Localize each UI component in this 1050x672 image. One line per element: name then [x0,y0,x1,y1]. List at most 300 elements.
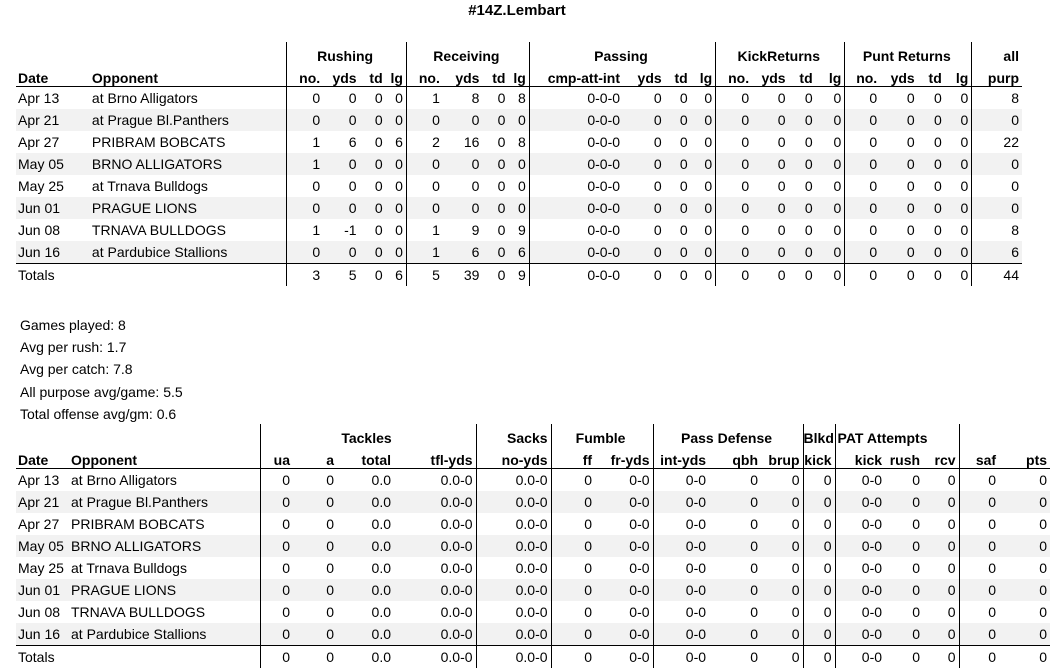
column-header: pts [999,446,1050,469]
stat-cell: 0 [287,197,323,219]
stat-cell: 0 [912,604,921,620]
stat-cell: 0 [360,153,386,175]
stat-cell: 0 [933,222,942,238]
stat-cell: 0 [845,197,880,219]
group-rushing: Rushing [287,42,407,64]
stat-cell: 0-0 [653,513,709,535]
stat-cell: 0 [293,579,337,601]
stat-cell: 0 [945,109,972,131]
stat-cell: 0 [959,513,999,535]
stat-cell: 0 [716,153,752,175]
stat-cell: 0 [406,109,442,131]
stat-cell: 22 [972,131,1022,153]
stat-cell: 0 [374,90,383,106]
stat-cell: 0.0-0 [394,623,476,646]
opponent-cell: at Prague Bl.Panthers [69,491,260,513]
stat-cell: 0-0 [653,557,709,579]
totals-cell: 0.0 [337,646,394,669]
stat-cell: 0 [791,516,800,532]
stat-cell: 0 [323,109,359,131]
stat-cell: 0-0-0 [529,131,623,153]
stat-cell: 0 [374,222,383,238]
totals-cell: 0 [945,264,972,287]
stat-cell: 0 [1039,472,1048,488]
stat-cell: 0.0-0 [394,579,476,601]
stat-cell: 0 [691,241,716,264]
stat-cell: 8 [518,134,526,150]
date-cell: Apr 27 [18,134,60,150]
stat-cell: 0 [918,197,945,219]
stat-cell: 0-0 [835,513,885,535]
date-cell: Jun 08 [18,604,61,620]
stat-cell: 0.0 [371,472,391,488]
group-pass-defense: Pass Defense [653,424,803,446]
stat-cell: 16 [463,134,480,150]
stat-cell: 0 [816,153,845,175]
stat-cell: 0 [923,535,959,557]
stat-cell: 0-0 [595,623,653,646]
stat-cell: 0-0 [629,472,650,488]
column-header: lg [508,64,529,87]
stat-cell: 1 [406,87,442,110]
stat-cell: 0 [752,109,788,131]
stat-cell: 0 [999,491,1050,513]
group-fumble: Fumble [551,424,653,446]
stat-cell: 0 [761,535,803,557]
date-cell: May 25 [18,178,64,194]
stat-cell: 0 [777,222,786,238]
stat-cell: 0 [933,90,942,106]
column-header: lg [691,64,716,87]
column-header: rush [885,446,923,469]
stat-cell: 0 [691,109,716,131]
stat-cell: 6 [395,134,403,150]
totals-cell: 0 [880,264,917,287]
stat-cell: 0 [777,134,786,150]
stat-cell: 0 [508,197,529,219]
group-passing: Passing [529,42,715,64]
stat-cell: 8 [972,219,1022,241]
stat-cell: 0 [791,604,800,620]
totals-cell: 0 [789,264,816,287]
stat-cell: 0 [551,513,595,535]
stat-cell: 0 [508,109,529,131]
totals-cell: 3 [287,264,323,287]
stat-cell: 0-0 [835,491,885,513]
stat-cell: 0 [551,469,595,492]
stat-cell: 0 [551,557,595,579]
season-summary [20,314,183,425]
stat-cell: 9 [518,222,526,238]
column-header: ff [551,446,595,469]
table-row [16,131,1022,153]
stat-cell: 0.0-0 [476,601,551,623]
stat-cell: 0 [912,516,921,532]
group-sacks: Sacks [476,424,551,446]
stat-cell: 0 [482,241,508,264]
column-header: no. [716,64,752,87]
opponent-cell: at Trnava Bulldogs [71,560,187,576]
stat-cell: 0 [287,109,323,131]
column-header: lg [816,64,845,87]
column-header: Opponent [69,446,260,469]
stat-cell: 0 [959,579,999,601]
column-header: int-yds [653,446,709,469]
stat-cell: 0 [918,109,945,131]
stat-cell: 0 [386,153,407,175]
group-kick-returns: KickReturns [716,42,845,64]
stat-cell: 0 [348,178,357,194]
group-receiving: Receiving [406,42,529,64]
totals-cell: 0 [709,646,761,669]
stat-cell: 0 [551,579,595,601]
totals-cell: 0 [752,264,788,287]
stat-cell: 0.0 [371,560,391,576]
table-row [16,601,1050,623]
stat-cell: 0.0-0 [476,469,551,492]
stat-cell: 0.0 [337,579,394,601]
stat-cell: 0-0 [629,516,650,532]
stat-cell: 0 [326,472,334,488]
stat-cell: 0 [323,241,359,264]
opponent-cell: at Prague Bl.Panthers [90,109,287,131]
stat-cell: 0 [923,623,959,646]
stat-cell: 0-0-0 [529,241,623,264]
stat-cell: 0 [960,134,969,150]
stat-cell: 0-0 [835,601,885,623]
stat-cell: 0 [716,197,752,219]
stat-cell: 0 [287,87,323,110]
stat-cell: 0-0 [653,601,709,623]
totals-cell: 0 [816,264,845,287]
stat-cell: 0 [959,557,999,579]
stat-cell: 6 [508,241,529,264]
stat-cell: 0 [791,472,800,488]
stat-cell: 0 [947,472,956,488]
date-cell: Jun 01 [16,579,69,601]
date-cell: Apr 13 [18,472,60,488]
column-header: saf [959,446,999,469]
totals-cell [69,646,260,669]
stat-cell: 0.0 [337,535,394,557]
column-header: kick [835,446,885,469]
group-all: all [972,42,1022,64]
date-cell: May 05 [16,153,90,175]
stat-cell: 0 [803,535,835,557]
table-row [16,109,1022,131]
stat-cell: 0 [482,153,508,175]
stat-cell: 0 [704,90,713,106]
stat-cell: 0 [260,513,293,535]
opponent-cell: at Pardubice Stallions [90,241,287,264]
stat-cell: 0 [518,178,526,194]
column-header: no. [845,64,880,87]
stat-cell: 0 [972,197,1022,219]
stat-cell: 0 [665,153,691,175]
stat-cell: 0 [906,90,915,106]
stat-cell: 0 [691,153,716,175]
stat-cell: 0.0-0 [476,535,551,557]
column-header: lg [945,64,972,87]
stat-cell: 1 [287,131,323,153]
stat-cell: 0 [845,87,880,110]
stat-cell: 0 [348,90,357,106]
stat-cell: 0 [716,109,752,131]
stat-cell: 0 [880,153,917,175]
stat-cell: 0 [260,535,293,557]
totals-cell [90,264,287,287]
stat-cell: 0 [816,197,845,219]
defense-column-header [16,446,1050,469]
totals-cell: 0 [999,646,1050,669]
stat-cell: 0 [750,560,759,576]
stat-cell: 0 [750,604,759,620]
stat-cell: 0 [804,222,813,238]
stat-cell: 0 [885,535,923,557]
stat-cell: 0 [959,601,999,623]
table-row [16,175,1022,197]
totals-label: Totals [16,646,69,669]
stat-cell: 0 [551,601,595,623]
stat-cell: 0 [551,491,595,513]
stat-cell: 0 [497,90,506,106]
opponent-cell: TRNAVA BULLDOGS [91,222,226,238]
stat-cell: 0 [374,134,383,150]
stat-cell: 0.0 [337,491,394,513]
stat-cell: 0 [803,491,835,513]
stat-cell: 0-0 [653,579,709,601]
stat-cell: 0 [918,153,945,175]
totals-cell: 0 [959,646,999,669]
all-purpose-avg: All purpose avg/game: 5.5 [20,383,183,400]
opponent-cell: PRIBRAM BOBCATS [71,516,205,532]
stat-cell: 0 [679,222,688,238]
stat-cell: 0 [880,109,917,131]
column-header: yds [752,64,788,87]
totals-cell: 9 [508,264,529,287]
stat-cell: 0 [906,178,915,194]
stat-cell: 0 [972,153,1022,175]
totals-cell: 39 [443,264,483,287]
stat-cell: 1 [287,153,323,175]
totals-cell: 0 [551,646,595,669]
date-cell: Jun 08 [18,222,61,238]
stat-cell: 0 [260,491,293,513]
stat-cell: 0-0 [653,535,709,557]
stat-cell: 0 [653,90,662,106]
stat-cell: 0 [845,219,880,241]
column-header: total [337,446,394,469]
stat-cell: 0 [679,178,688,194]
stat-cell: 0 [945,241,972,264]
stat-cell: 0 [933,134,942,150]
stat-cell: 0 [960,90,969,106]
stat-cell: 0 [789,241,816,264]
date-cell: Apr 21 [16,109,90,131]
offense-group-header [16,42,1022,64]
stat-cell: 0 [803,557,835,579]
stat-cell: 0-0-0 [529,219,623,241]
stat-cell: 9 [471,222,480,238]
defense-stats-table [16,424,1050,668]
stat-cell: 0.0-0 [476,557,551,579]
totals-cell: 0-0 [835,646,885,669]
table-row [16,557,1050,579]
stat-cell: 0 [906,134,915,150]
totals-cell: 5 [323,264,359,287]
stat-cell: 0 [443,153,483,175]
stat-cell: 0 [497,222,506,238]
stat-cell: 0 [716,241,752,264]
totals-cell: 0 [923,646,959,669]
totals-cell: 0 [716,264,752,287]
stat-cell: 0 [326,516,334,532]
stat-cell: 0 [709,535,761,557]
stat-cell: 0.0 [371,604,391,620]
stat-cell: 0 [750,516,759,532]
column-header: td [918,64,945,87]
stat-cell: 0 [704,222,713,238]
stat-cell: 0-0 [629,560,650,576]
opponent-cell: PRIBRAM BOBCATS [91,134,226,150]
opponent-cell: BRNO ALLIGATORS [90,153,287,175]
stat-cell: 0 [947,604,956,620]
stat-cell: 0 [374,178,383,194]
column-header: ua [260,446,293,469]
stat-cell: 0 [623,109,665,131]
avg-per-catch: Avg per catch: 7.8 [20,361,133,378]
stat-cell: 0 [386,197,407,219]
column-header: no. [287,64,323,87]
stat-cell: 0 [761,579,803,601]
stat-cell: 0 [885,579,923,601]
avg-per-rush: Avg per rush: 1.7 [20,339,127,356]
column-header: fr-yds [595,446,653,469]
stat-cell: 0-0 [835,535,885,557]
stat-cell: 0 [947,516,956,532]
opponent-cell: PRAGUE LIONS [90,197,287,219]
stat-cell: 0 [918,241,945,264]
stat-cell: 0 [665,197,691,219]
stat-cell: 0 [959,535,999,557]
stat-cell: 1 [406,219,442,241]
stat-cell: 0 [880,241,917,264]
stat-cell: 0-0-0 [529,109,623,131]
stat-cell: 0-0 [835,623,885,646]
stat-cell: 0 [716,175,752,197]
stat-cell: 0 [386,241,407,264]
table-row [16,87,1022,110]
stat-cell: 8 [972,87,1022,110]
group-punt-returns: Punt Returns [845,42,972,64]
stat-cell: 0 [833,134,842,150]
stat-cell: 0-0 [595,491,653,513]
date-cell: Apr 13 [18,90,60,106]
stat-cell: 0 [704,178,713,194]
date-cell: Jun 01 [16,197,90,219]
stat-cell: 0 [323,197,359,219]
stat-cell: 0 [716,87,752,110]
stat-cell: 0-0-0 [529,175,623,197]
stat-cell: 1 [287,219,323,241]
column-header: no-yds [476,446,551,469]
stat-cell: 0.0 [337,623,394,646]
stat-cell: 0 [933,178,942,194]
stat-cell: 0 [716,219,752,241]
column-header: tfl-yds [394,446,476,469]
stat-cell: 0 [679,90,688,106]
stat-cell: 0 [885,623,923,646]
table-row [16,153,1022,175]
stat-cell: 0 [959,469,999,492]
column-header: a [293,446,337,469]
column-header: yds [443,64,483,87]
date-cell: May 05 [16,535,69,557]
stat-cell: 6 [443,241,483,264]
stat-cell: 0 [999,579,1050,601]
stat-cell: 0-0 [835,557,885,579]
stat-cell: 0 [999,623,1050,646]
date-cell: Jun 16 [16,241,90,264]
stat-cell: 0 [293,491,337,513]
stat-cell: 0 [803,579,835,601]
stat-cell: 0-0 [653,623,709,646]
stat-cell: 0-0 [835,469,885,492]
stat-cell: 0 [482,197,508,219]
totals-cell: 0-0-0 [529,264,623,287]
stat-cell: 0 [816,241,845,264]
stat-cell: 0 [803,623,835,646]
stat-cell: 0 [845,241,880,264]
stat-cell: 0 [260,601,293,623]
column-header: rcv [923,446,959,469]
stat-cell: 0.0-0 [440,560,473,576]
opponent-cell: PRAGUE LIONS [69,579,260,601]
stat-cell: 0 [833,222,842,238]
stat-cell: 0 [443,197,483,219]
date-cell: Jun 16 [16,623,69,646]
stat-cell: 0 [665,241,691,264]
stat-cell: 0 [406,197,442,219]
table-row [16,491,1050,513]
column-header: brup [761,446,803,469]
stat-cell: 0 [1039,560,1048,576]
stat-cell: 0-0 [653,469,709,492]
totals-cell: 0 [360,264,386,287]
stat-cell: 0 [497,178,506,194]
games-played: Games played: 8 [20,317,126,333]
stat-cell: -1 [344,222,357,238]
stat-cell: 0 [395,90,403,106]
stat-cell: 0.0-0 [440,516,473,532]
stat-cell: 0 [972,175,1022,197]
stat-cell: 0 [789,153,816,175]
stat-cell: 0 [803,601,835,623]
table-row [16,219,1022,241]
stat-cell: 0 [804,134,813,150]
stat-cell: 0 [551,535,595,557]
stat-cell: 0 [999,535,1050,557]
stat-cell: 0 [777,178,786,194]
stat-cell: 0 [260,623,293,646]
stat-cell: 0 [679,134,688,150]
stat-cell: 0-0 [595,579,653,601]
stat-cell: 0 [709,491,761,513]
table-row [16,623,1050,646]
stat-cell: 0 [752,241,788,264]
total-offense-avg: Total offense avg/gm: 0.6 [20,405,177,422]
stat-cell: 0 [959,491,999,513]
